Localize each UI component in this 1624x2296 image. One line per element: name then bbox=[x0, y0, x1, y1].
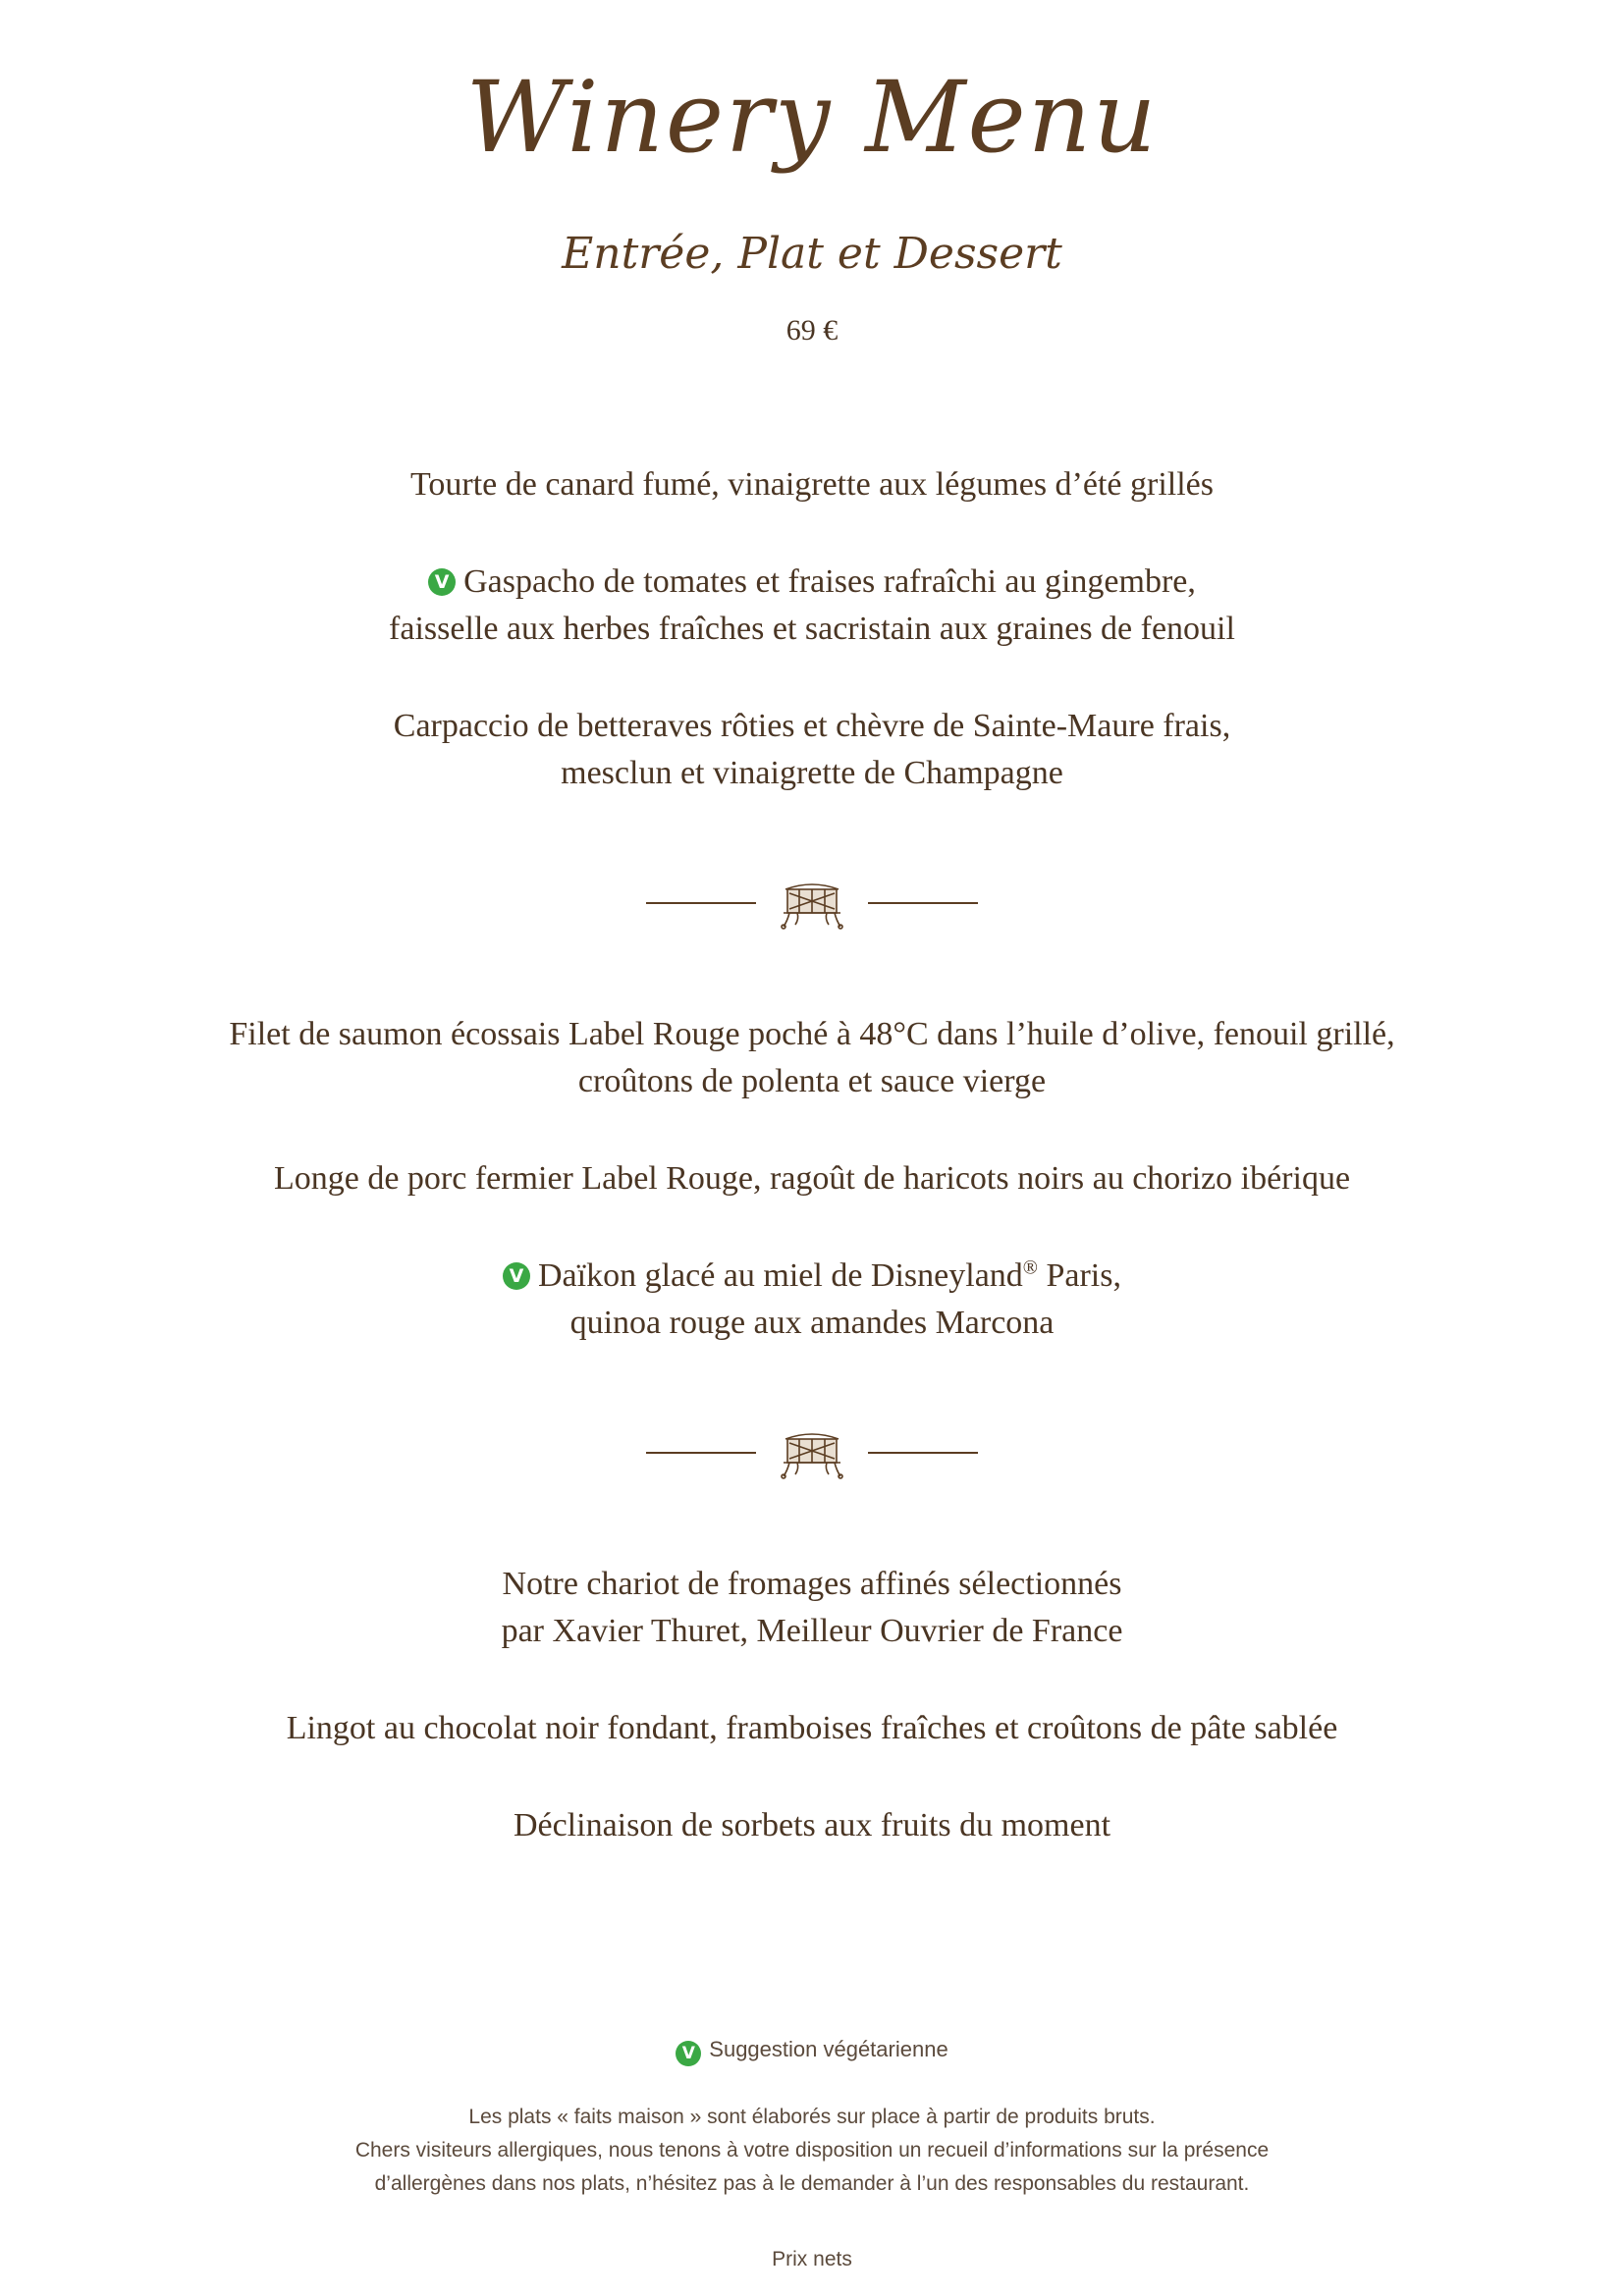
dessert-item bbox=[0, 1561, 1624, 1655]
menu-subtitle: Entrée, Plat et Dessert bbox=[562, 229, 1062, 279]
dish-line: Lingot au chocolat noir fondant, framboises fraîches et croûtons de pâte sablée bbox=[286, 1710, 1338, 1746]
price-footer: Prix nets bbox=[772, 2248, 852, 2270]
dish-line: V Daïkon glacé au miel de Disneyland® Paris, bbox=[0, 1253, 1624, 1300]
dish-line: mesclun et vinaigrette de Champagne bbox=[561, 755, 1063, 791]
main-item bbox=[0, 1253, 1624, 1347]
main-item bbox=[0, 1155, 1624, 1202]
starter-item bbox=[0, 559, 1624, 653]
note-line: d’allergènes dans nos plats, n’hésitez pas à le demander à l’un des responsables du restaurant. bbox=[374, 2172, 1250, 2195]
dish-line: Tourte de canard fumé, vinaigrette aux légumes d’été grillés bbox=[409, 466, 1214, 503]
divider bbox=[646, 902, 756, 904]
note-line: Les plats « faits maison » sont élaborés sur place à partir de produits bruts. bbox=[468, 2106, 1156, 2128]
dessert-item bbox=[0, 1802, 1624, 1849]
dish-line: par Xavier Thuret, Meilleur Ouvrier de France bbox=[501, 1613, 1123, 1649]
main-item bbox=[0, 1011, 1624, 1105]
note-line: Chers visiteurs allergiques, nous tenons à votre disposition un recueil d’informations sur la présence bbox=[354, 2139, 1270, 2162]
legend-label: Suggestion végétarienne bbox=[709, 2037, 948, 2061]
vegetarian-icon: V bbox=[503, 1262, 530, 1290]
dish-line: faisselle aux herbes fraîches et sacristain aux graines de fenouil bbox=[389, 611, 1235, 647]
starter-item bbox=[0, 703, 1624, 797]
dish-line: Notre chariot de fromages affinés sélectionnés bbox=[502, 1566, 1122, 1602]
dish-line: quinoa rouge aux amandes Marcona bbox=[569, 1305, 1055, 1341]
dish-line: V Gaspacho de tomates et fraises rafraîchi au gingembre, bbox=[0, 559, 1624, 606]
dish-line: Déclinaison de sorbets aux fruits du moment bbox=[513, 1807, 1111, 1843]
registered-mark: ® bbox=[1022, 1256, 1038, 1279]
vegetarian-legend bbox=[0, 2037, 1624, 2066]
dish-line: Longe de porc fermier Label Rouge, ragoût de haricots noirs au chorizo ibérique bbox=[273, 1160, 1351, 1197]
divider bbox=[868, 1452, 978, 1454]
section-separator bbox=[0, 874, 1624, 933]
section-separator bbox=[0, 1423, 1624, 1482]
menu-price: 69 € bbox=[785, 314, 839, 347]
dish-line: croûtons de polenta et sauce vierge bbox=[577, 1063, 1047, 1099]
ornate-cart-icon bbox=[778, 1425, 846, 1480]
divider bbox=[646, 1452, 756, 1454]
ornate-cart-icon bbox=[778, 876, 846, 931]
allergen-notes bbox=[0, 2101, 1624, 2201]
starter-item bbox=[0, 461, 1624, 508]
dessert-item bbox=[0, 1705, 1624, 1752]
vegetarian-icon: V bbox=[676, 2041, 701, 2066]
vegetarian-icon: V bbox=[428, 568, 456, 596]
menu-title: Winery Menu bbox=[465, 60, 1159, 175]
divider bbox=[868, 902, 978, 904]
dish-line: Carpaccio de betteraves rôties et chèvre de Sainte-Maure frais, bbox=[393, 708, 1231, 744]
dish-line: Filet de saumon écossais Label Rouge poché à 48°C dans l’huile d’olive, fenouil grillé, bbox=[229, 1016, 1395, 1052]
